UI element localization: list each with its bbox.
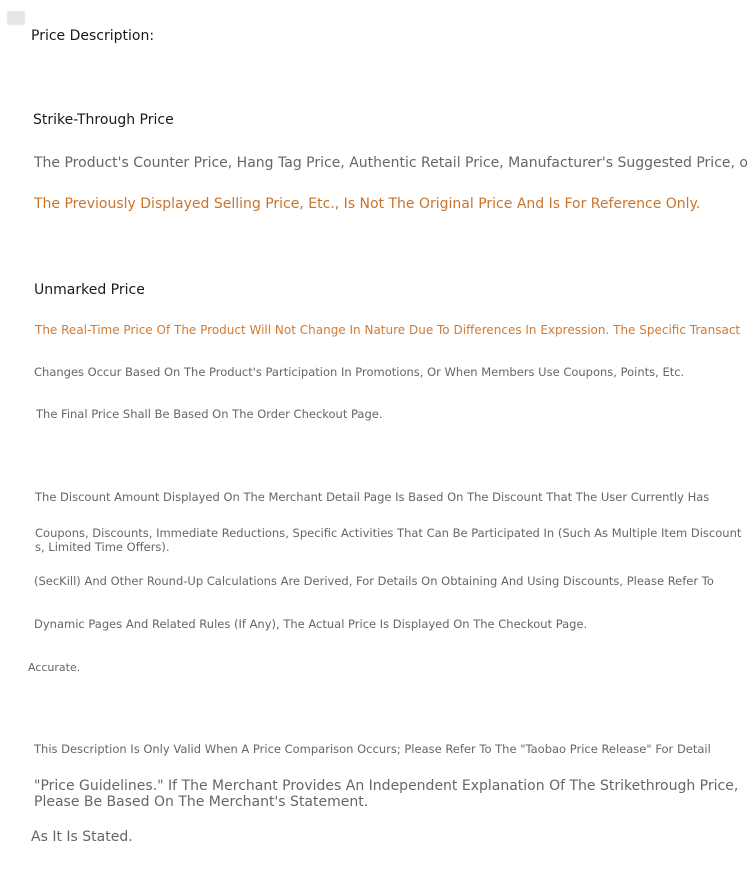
discount-text-2: Coupons, Discounts, Immediate Reductions, Specific Activities That Can Be Participated In (Such As Multiple Item Discounts, Limited Time Offers). (35, 526, 742, 554)
footer-text-1: This Description Is Only Valid When A Price Comparison Occurs; Please Refer To The "Taobao Price Release" For Detail (34, 742, 711, 756)
unmarked-text-3: The Final Price Shall Be Based On The Order Checkout Page. (36, 407, 383, 421)
corner-thumbnail (7, 11, 25, 25)
discount-text-1: The Discount Amount Displayed On The Merchant Detail Page Is Based On The Discount That The User Currently Has (35, 490, 710, 504)
unmarked-title: Unmarked Price (34, 282, 145, 298)
unmarked-text-2: Changes Occur Based On The Product's Participation In Promotions, Or When Members Use Coupons, Points, Etc. (34, 365, 685, 379)
discount-text-3: (SecKill) And Other Round-Up Calculations Are Derived, For Details On Obtaining And Using Discounts, Please Refer To (34, 574, 714, 588)
discount-text-4: Dynamic Pages And Related Rules (If Any), The Actual Price Is Displayed On The Checkout Page. (34, 617, 588, 631)
strike-through-text-2: The Previously Displayed Selling Price, Etc., Is Not The Original Price And Is For Reference Only. (34, 196, 701, 212)
strike-through-title: Strike-Through Price (33, 112, 174, 128)
page-title: Price Description: (31, 28, 155, 44)
discount-text-5: Accurate. (28, 661, 81, 674)
footer-text-3: As It Is Stated. (31, 829, 133, 845)
unmarked-text-1: The Real-Time Price Of The Product Will Not Change In Nature Due To Differences In Expression. The Specific Transact (35, 323, 741, 337)
footer-text-2: "Price Guidelines." If The Merchant Provides An Independent Explanation Of The Strikethrough Price, Please Be Based On The Merchant's Statement. (34, 778, 739, 810)
strike-through-text-1: The Product's Counter Price, Hang Tag Price, Authentic Retail Price, Manufacturer's Suggested Price, o (34, 155, 748, 171)
